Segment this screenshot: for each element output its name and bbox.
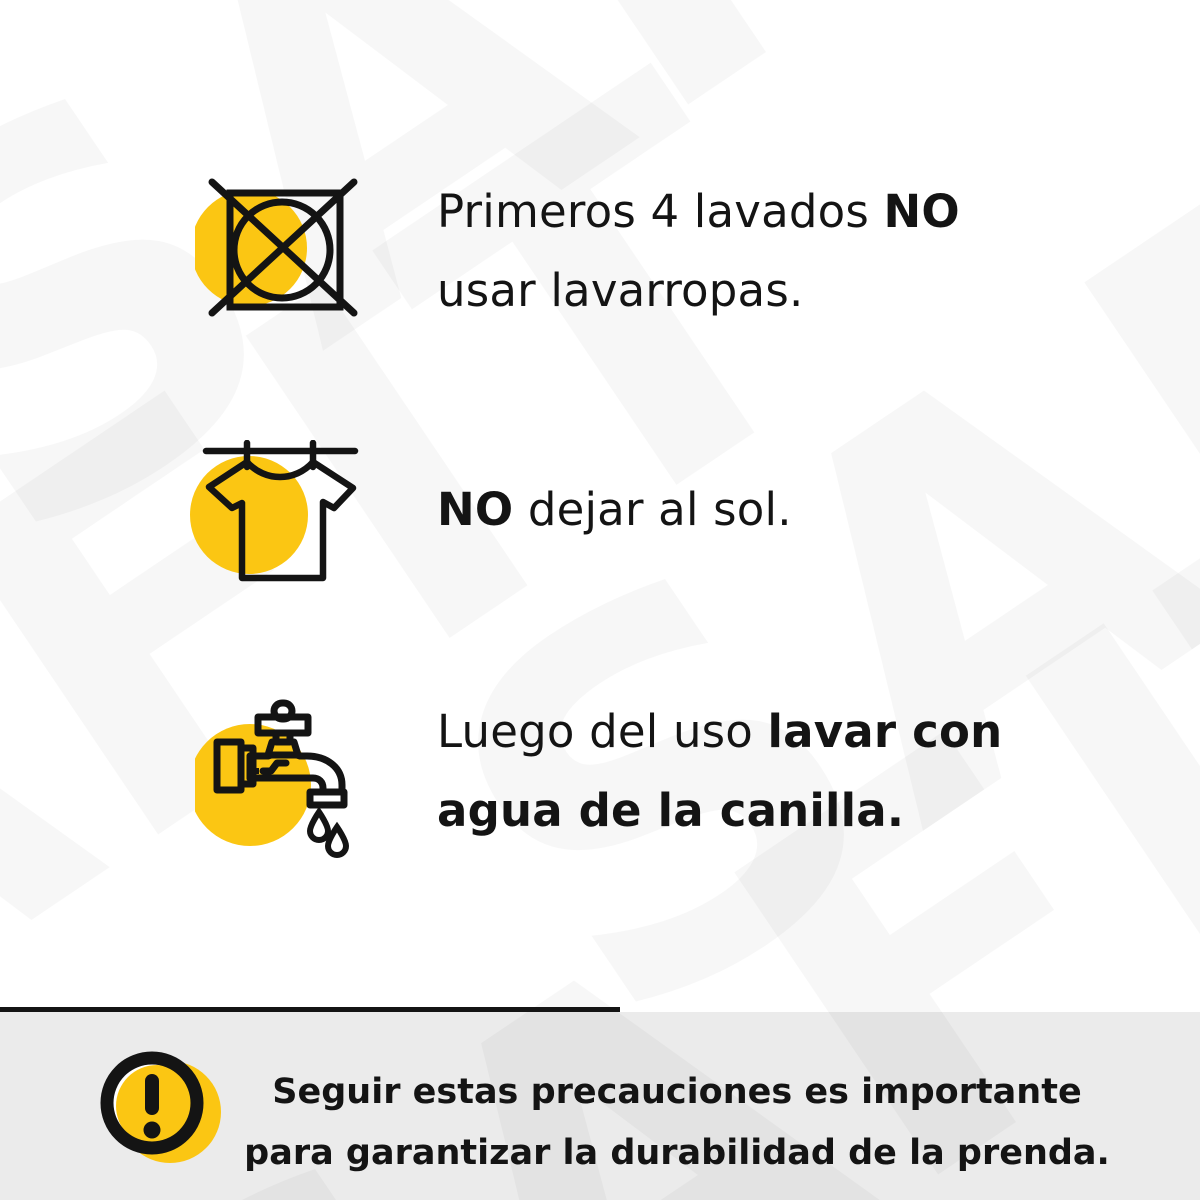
footer-warning-text: Seguir estas precauciones es importante para garantizar la durabilidad de la prenda. <box>244 1072 1110 1173</box>
faucet-icon <box>195 690 361 862</box>
shirt-on-clothesline-icon <box>190 440 370 590</box>
footer-divider-line <box>0 1007 620 1012</box>
row-text-no-machine-wash: Primeros 4 lavados NO usar lavarropas. <box>437 185 960 317</box>
row-text-wash-tap-water: Luego del uso lavar con agua de la canilla. <box>437 705 1003 837</box>
warning-exclamation-icon <box>95 1048 230 1170</box>
row-text-no-sun: NO dejar al sol. <box>437 483 792 536</box>
no-washing-machine-icon <box>195 170 371 330</box>
